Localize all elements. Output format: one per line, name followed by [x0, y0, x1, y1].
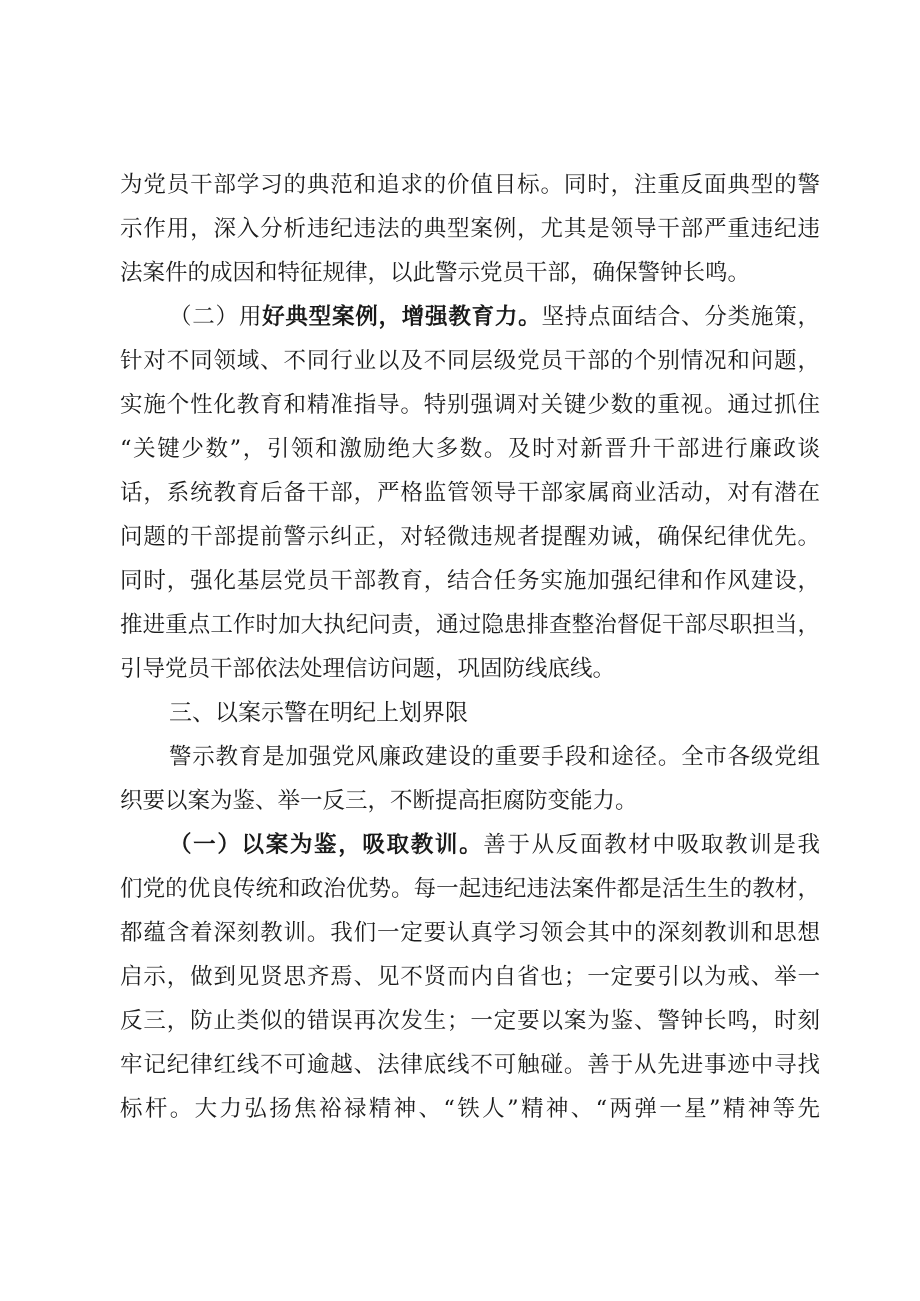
paragraph-2-bold-title: 好典型案例，增强教育力。 — [262, 304, 542, 330]
paragraph-2-line-5: 话，系统教育后备干部，严格监管领导干部家属商业活动，对有潜在 — [120, 480, 820, 506]
paragraph-2-line-6: 问题的干部提前警示纠正，对轻微违规者提醒劝诫，确保纪律优先。 — [120, 524, 820, 550]
paragraph-2-line-3: 实施个性化教育和精准指导。特别强调对关键少数的重视。通过抓住 — [120, 392, 820, 418]
paragraph-3-line-1: 警示教育是加强党风廉政建设的重要手段和途径。全市各级党组 — [169, 744, 820, 770]
paragraph-4-line-7: 标杆。大力弘扬焦裕禄精神、“铁人”精神、“两弹一星”精神等先 — [120, 1096, 820, 1122]
section-3-heading: 三、以案示警在明纪上划界限 — [169, 700, 468, 726]
paragraph-1-line-1: 为党员干部学习的典范和追求的价值目标。同时，注重反面典型的警 — [120, 172, 820, 198]
paragraph-1-line-2: 示作用，深入分析违纪违法的典型案例，尤其是领导干部严重违纪违 — [120, 216, 820, 242]
paragraph-4-line-5: 反三，防止类似的错误再次发生；一定要以案为鉴、警钟长鸣，时刻 — [120, 1008, 820, 1034]
paragraph-4-line-1-text: 善于从反面教材中吸取教训是我 — [483, 832, 820, 858]
paragraph-4-line-1 — [169, 830, 820, 860]
paragraph-4-line-6: 牢记纪律红线不可逾越、法律底线不可触碰。善于从先进事迹中寻找 — [120, 1052, 820, 1078]
paragraph-2-line-1 — [169, 302, 820, 332]
paragraph-2-line-8: 推进重点工作时加大执纪问责，通过隐患排查整治督促干部尽职担当， — [120, 612, 820, 638]
paragraph-4-line-2: 们党的优良传统和政治优势。每一起违纪违法案件都是活生生的教材， — [120, 876, 820, 902]
paragraph-3-line-2: 织要以案为鉴、举一反三，不断提高拒腐防变能力。 — [120, 788, 638, 814]
paragraph-2-line-7: 同时，强化基层党员干部教育，结合任务实施加强纪律和作风建设， — [120, 568, 820, 594]
paragraph-1-line-3: 法案件的成因和特征规律，以此警示党员干部，确保警钟长鸣。 — [120, 260, 751, 286]
paragraph-2-line-2: 针对不同领域、不同行业以及不同层级党员干部的个别情况和问题， — [120, 348, 820, 374]
paragraph-2-line-4: “关键少数”，引领和激励绝大多数。及时对新晋升干部进行廉政谈 — [120, 436, 820, 462]
paragraph-2-number: （二）用 — [169, 304, 263, 330]
paragraph-4-line-3: 都蕴含着深刻教训。我们一定要认真学习领会其中的深刻教训和思想 — [120, 920, 820, 946]
paragraph-4-bold-title: （一）以案为鉴，吸取教训。 — [169, 832, 484, 858]
paragraph-2-line-9: 引导党员干部依法处理信访问题，巩固防线底线。 — [120, 656, 616, 682]
paragraph-4-line-4: 启示，做到见贤思齐焉、见不贤而内自省也；一定要引以为戒、举一 — [120, 964, 820, 990]
paragraph-2-line-1-text: 坚持点面结合、分类施策， — [541, 304, 820, 330]
